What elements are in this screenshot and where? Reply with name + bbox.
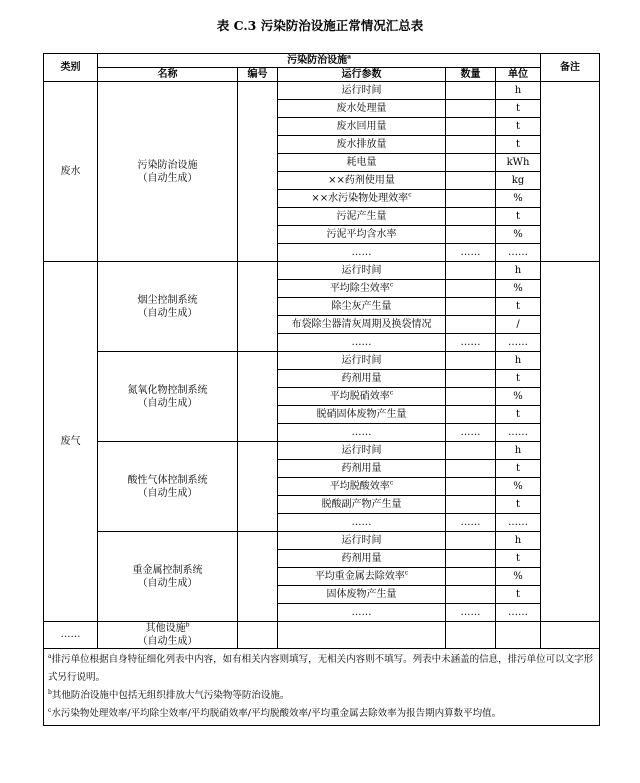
quantity-cell: …… — [446, 424, 496, 442]
table-row — [44, 442, 600, 460]
unit-cell: % — [496, 226, 541, 244]
table-title: 表 C.3 污染防治设施正常情况汇总表 — [216, 18, 424, 33]
unit-cell: …… — [496, 514, 541, 532]
header-facility-group: 污染防治设施$^a$ — [98, 54, 541, 68]
empty-cell — [496, 622, 541, 649]
remark-cell — [541, 82, 600, 262]
table-row — [44, 82, 600, 100]
param-cell — [278, 586, 446, 604]
number-cell — [238, 442, 278, 532]
param-cell: …… — [278, 424, 446, 442]
param-cell — [278, 442, 446, 460]
quantity-cell: …… — [446, 244, 496, 262]
param-label: ××水污染物处理效率 — [311, 192, 409, 204]
footnotes — [44, 649, 600, 726]
quantity-cell — [446, 118, 496, 136]
quantity-cell — [446, 532, 496, 550]
auto-generated-note: （自动生成） — [137, 172, 198, 184]
param-cell — [278, 82, 446, 100]
quantity-cell — [446, 100, 496, 118]
header-params: 运行参数 — [278, 68, 446, 82]
quantity-cell — [446, 568, 496, 586]
quantity-cell — [446, 352, 496, 370]
param-label: 平均重金属去除效率 — [314, 570, 405, 582]
unit-cell: % — [496, 478, 541, 496]
param-label: 平均除尘效率 — [329, 282, 390, 294]
quantity-cell — [446, 190, 496, 208]
param-label: 运行时间 — [341, 354, 382, 366]
param-cell — [278, 298, 446, 316]
unit-cell: t — [496, 208, 541, 226]
facility-name: 污染防治设施 — [137, 159, 198, 171]
param-label: 废水处理量 — [336, 102, 387, 114]
quantity-cell — [446, 460, 496, 478]
unit-cell: …… — [496, 604, 541, 622]
param-cell — [278, 568, 446, 586]
param-label: 平均脱硝效率 — [329, 390, 390, 402]
param-cell: …… — [278, 514, 446, 532]
quantity-cell — [446, 316, 496, 334]
auto-generated-note: （自动生成） — [137, 636, 198, 647]
header-number: 编号 — [238, 68, 278, 82]
footnote-c-marker: c — [389, 281, 394, 289]
unit-cell: h — [496, 262, 541, 280]
footnote-b-text: 其他防治设施中包括无组织排放大气污染物等防治设施。 — [51, 690, 290, 701]
header-category: 类别 — [44, 54, 98, 82]
param-cell — [278, 460, 446, 478]
facility-name: 氮氧化物控制系统 — [127, 384, 208, 396]
param-label: 药剂用量 — [341, 372, 382, 384]
header-unit: 单位 — [496, 68, 541, 82]
param-label: 耗电量 — [346, 156, 377, 168]
param-label: 布袋除尘器清灰周期及换袋情况 — [291, 318, 432, 330]
quantity-cell — [446, 280, 496, 298]
param-cell — [278, 478, 446, 496]
quantity-cell: …… — [446, 334, 496, 352]
param-label: 运行时间 — [341, 534, 382, 546]
quantity-cell: …… — [446, 514, 496, 532]
header-remark: 备注 — [541, 54, 600, 82]
param-cell — [278, 262, 446, 280]
unit-cell: t — [496, 406, 541, 424]
param-cell — [278, 100, 446, 118]
facility-name-cell — [98, 532, 238, 622]
param-label: 污泥产生量 — [336, 210, 387, 222]
number-cell — [238, 352, 278, 442]
footnote-a — [48, 651, 595, 687]
footnote-b-marker: b — [185, 621, 190, 629]
quantity-cell — [446, 298, 496, 316]
category-cell: …… — [44, 622, 98, 649]
param-cell — [278, 208, 446, 226]
table-row — [44, 532, 600, 550]
unit-cell: t — [496, 298, 541, 316]
footnote-c — [48, 705, 595, 723]
param-cell — [278, 190, 446, 208]
quantity-cell — [446, 208, 496, 226]
param-cell: …… — [278, 244, 446, 262]
param-cell — [278, 280, 446, 298]
footnote-a-marker: a — [347, 53, 351, 61]
unit-cell: % — [496, 190, 541, 208]
footnote-a-mark: a — [48, 652, 52, 660]
param-label: 废水回用量 — [336, 120, 387, 132]
unit-cell: t — [496, 370, 541, 388]
unit-cell: kWh — [496, 154, 541, 172]
param-label: 药剂用量 — [341, 462, 382, 474]
facility-name-cell — [98, 442, 238, 532]
quantity-cell — [446, 406, 496, 424]
param-label: 平均脱酸效率 — [329, 480, 390, 492]
param-cell: …… — [278, 604, 446, 622]
footnote-a-text: 排污单位根据自身特征细化列表中内容，如有相关内容则填写，无相关内容则不填写。列表中未涵盖的信息，排污单位可以文字形式另行说明。 — [48, 654, 594, 683]
facility-name-cell — [98, 622, 238, 649]
unit-cell: t — [496, 118, 541, 136]
auto-generated-note: （自动生成） — [137, 307, 198, 319]
unit-cell: % — [496, 568, 541, 586]
unit-cell: t — [496, 496, 541, 514]
quantity-cell — [446, 136, 496, 154]
param-label: 药剂用量 — [341, 552, 382, 564]
param-cell — [278, 550, 446, 568]
param-label: 运行时间 — [341, 264, 382, 276]
quantity-cell — [446, 82, 496, 100]
auto-generated-note: （自动生成） — [137, 397, 198, 409]
param-cell — [278, 136, 446, 154]
footnote-b-mark: b — [48, 688, 52, 696]
quantity-cell — [446, 154, 496, 172]
table-row — [44, 622, 600, 649]
facility-name: 重金属控制系统 — [132, 564, 203, 576]
unit-cell: …… — [496, 424, 541, 442]
empty-cell — [446, 622, 496, 649]
param-cell — [278, 352, 446, 370]
unit-cell: / — [496, 316, 541, 334]
quantity-cell — [446, 496, 496, 514]
unit-cell: t — [496, 136, 541, 154]
footnote-c-marker: c — [408, 191, 412, 199]
category-cell: 废水 — [44, 82, 98, 262]
empty-cell — [541, 622, 600, 649]
facility-name: 烟尘控制系统 — [137, 294, 198, 306]
unit-cell: % — [496, 388, 541, 406]
unit-cell: h — [496, 442, 541, 460]
number-cell — [238, 262, 278, 352]
unit-cell: t — [496, 550, 541, 568]
unit-cell: t — [496, 100, 541, 118]
unit-cell: h — [496, 352, 541, 370]
header-quantity: 数量 — [446, 68, 496, 82]
param-cell — [278, 316, 446, 334]
param-label: 运行时间 — [341, 444, 382, 456]
category-cell: 废气 — [44, 262, 98, 622]
footnote-c-marker: c — [389, 479, 394, 487]
facility-name: 其他设施 — [145, 623, 186, 634]
auto-generated-note: （自动生成） — [137, 487, 198, 499]
param-label: ××药剂使用量 — [328, 174, 395, 186]
param-label: 污泥平均含水率 — [326, 228, 397, 240]
facility-name-cell — [98, 82, 238, 262]
unit-cell: t — [496, 586, 541, 604]
pollution-control-summary-table — [43, 53, 600, 726]
remark-cell — [541, 262, 600, 622]
param-cell: …… — [278, 334, 446, 352]
notes-row — [44, 649, 600, 726]
unit-cell: t — [496, 460, 541, 478]
unit-cell: h — [496, 532, 541, 550]
param-cell — [278, 406, 446, 424]
unit-cell: h — [496, 82, 541, 100]
number-cell — [238, 82, 278, 262]
quantity-cell — [446, 226, 496, 244]
quantity-cell — [446, 586, 496, 604]
param-cell — [278, 226, 446, 244]
unit-cell: kg — [496, 172, 541, 190]
quantity-cell: …… — [446, 604, 496, 622]
table-row — [44, 352, 600, 370]
param-cell — [278, 118, 446, 136]
quantity-cell — [446, 172, 496, 190]
param-cell — [278, 172, 446, 190]
facility-name-cell — [98, 352, 238, 442]
quantity-cell — [446, 550, 496, 568]
footnote-b — [48, 687, 595, 705]
unit-cell: …… — [496, 334, 541, 352]
footnote-c-mark: c — [48, 706, 52, 714]
empty-cell — [238, 622, 278, 649]
param-cell — [278, 388, 446, 406]
unit-cell: …… — [496, 244, 541, 262]
param-cell — [278, 370, 446, 388]
param-cell — [278, 496, 446, 514]
quantity-cell — [446, 478, 496, 496]
param-label: 固体废物产生量 — [326, 588, 397, 600]
auto-generated-note: （自动生成） — [137, 577, 198, 589]
quantity-cell — [446, 388, 496, 406]
param-cell — [278, 154, 446, 172]
facility-name-cell — [98, 262, 238, 352]
table-row — [44, 262, 600, 280]
unit-cell: % — [496, 280, 541, 298]
param-label: 废水排放量 — [336, 138, 387, 150]
param-label: 脱硝固体废物产生量 — [316, 408, 407, 420]
header-name: 名称 — [98, 68, 238, 82]
footnote-c-marker: c — [404, 569, 409, 577]
footnote-c-marker: c — [389, 389, 394, 397]
quantity-cell — [446, 262, 496, 280]
quantity-cell — [446, 370, 496, 388]
number-cell — [238, 532, 278, 622]
facility-name: 酸性气体控制系统 — [127, 474, 208, 486]
footnote-c-text: 水污染物处理效率/平均除尘效率/平均脱硝效率/平均脱酸效率/平均重金属去除效率为报告期内算数平均值。 — [51, 708, 502, 719]
param-label: 运行时间 — [341, 84, 382, 96]
param-label: 除尘灰产生量 — [331, 300, 392, 312]
empty-cell — [278, 622, 446, 649]
param-cell — [278, 532, 446, 550]
quantity-cell — [446, 442, 496, 460]
param-label: 脱酸副产物产生量 — [321, 498, 402, 510]
